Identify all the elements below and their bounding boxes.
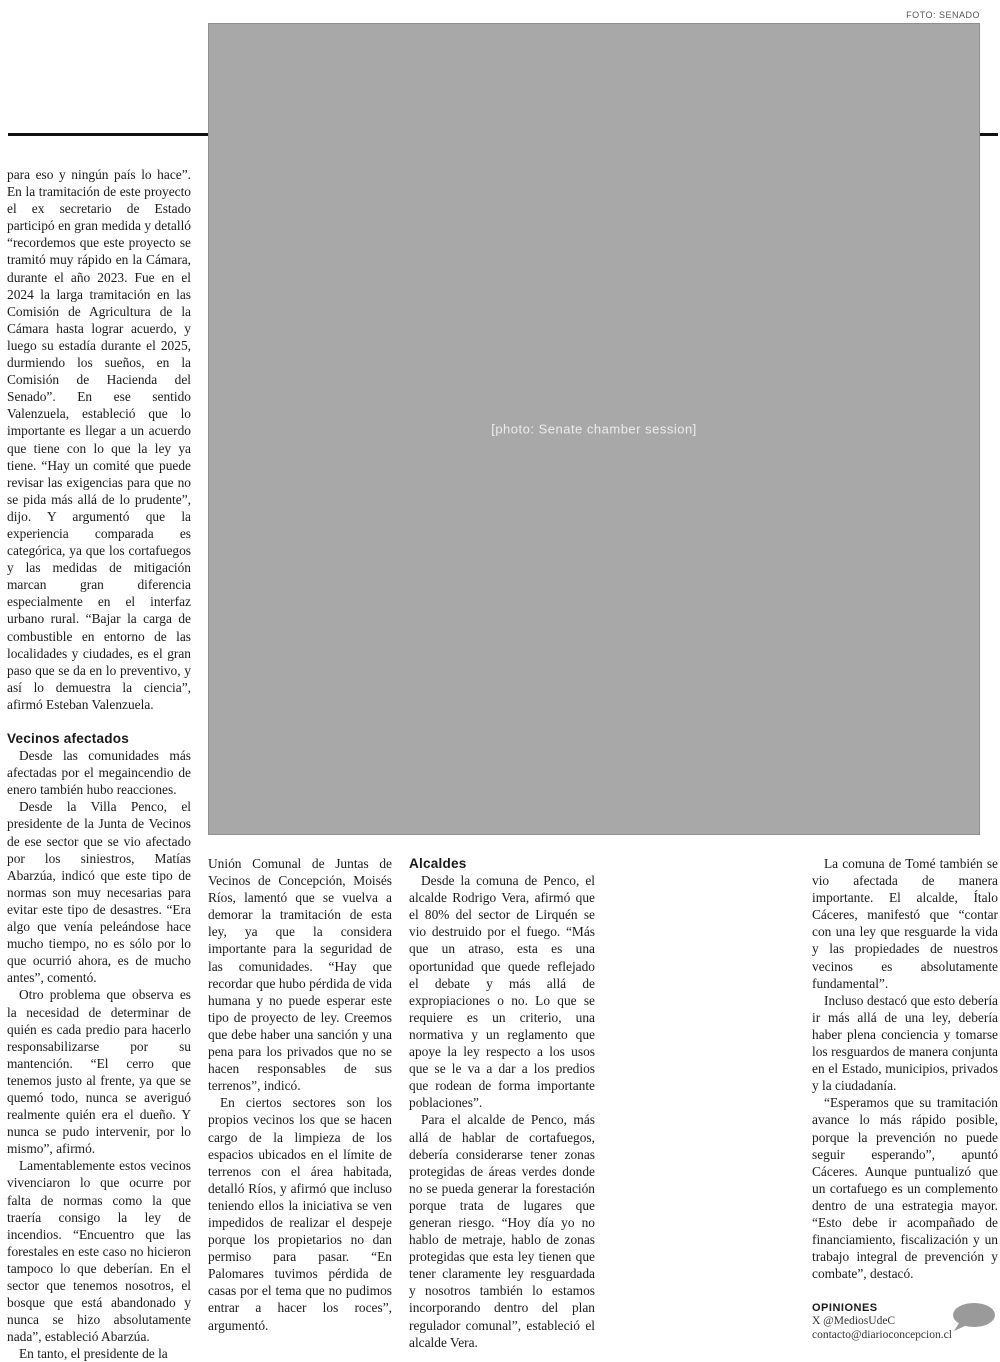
article-column-1 [7,166,191,1362]
article-column-3 [409,855,595,1351]
speech-bubble-icon [950,1302,996,1332]
paragraph: En ciertos sectores son los propios vecinos los que se hacen cargo de la limpieza de los espacios ubicados en el límite de terrenos con el área habitada, detalló Ríos, y afirmó que incluso teniendo ellos la iniciativa se ven impedidos de realizar el despeje porque los propietarios no dan permiso para pasar. “En Palomares tuvimos pérdida de casas por el tema que no pudimos entrar a hacer los roces”, argumentó. [208,1095,392,1333]
paragraph: Lamentablemente estos vecinos vivenciaron lo que ocurre por falta de normas como la que traería consigo la ley de incendios. “Encuentro que las forestales en este caso no hicieron tampoco lo que deberían. En el sector que tenemos nosotros, el bosque que está abandonado y nunca se hizo absolutamente nada”, estableció Abarzúa. [7,1158,191,1345]
paragraph: Desde la Villa Penco, el presidente de la Junta de Vecinos de ese sector que se vio afectado por los siniestros, Matías Abarzúa, indicó que este tipo de normas son muy necesarias para evitar este tipo de desastres. “Era algo que venía peleándose hace mucho tiempo, no es sólo por lo que ocurrió ahora, es de mucho antes”, comentó. [7,799,191,986]
paragraph: En tanto, el presidente de la [19,1346,168,1362]
article-column-2 [208,855,392,1334]
paragraph: Desde las comunidades más afectadas por el megaincendio de enero también hubo reacciones. [7,748,191,798]
article-column-4 [812,855,998,1282]
subheading-alcaldes: Alcaldes [409,856,467,871]
paragraph: La comuna de Tomé también se vio afectada de manera importante. El alcalde, Ítalo Cáceres, manifestó que “contar con una ley que resguarde la vida y las propiedades de nuestros vecinos es absolutamente fundamental”. [812,856,998,991]
footer-email[interactable]: contacto@diarioconcepcion.cl [812,1329,952,1341]
footer-title: OPINIONES [812,1302,878,1314]
photo-placeholder-label: [photo: Senate chamber session] [491,421,697,437]
footer-social[interactable]: X @MediosUdeC [812,1315,896,1327]
paragraph: Otro problema que observa es la necesidad de determinar de quién es cada predio para hacerlo responsabilizarse por su mantención. “El cerro que tenemos justo al frente, ya que se quemó todo, nunca se averiguó realmente quién era el dueño. Y nunca se pudo intervenir, por lo mismo”, afirmó. [7,987,191,1157]
paragraph: Para el alcalde de Penco, más allá de hablar de cortafuegos, debería considerarse tener zonas protegidas de áreas verdes donde no se pueda generar la forestación porque trata de lugares que generan riesgo. “Hoy día yo no hablo de metraje, hablo de zonas protegidas que esta ley tienen que tener claramente ley resguardada y nosotros también lo estamos incorporando dentro del plan regulador comunal”, estableció el alcalde Vera. [409,1112,595,1350]
photo-credit: FOTO: SENADO [906,10,980,20]
paragraph: Desde la comuna de Penco, el alcalde Rodrigo Vera, afirmó que el 80% del sector de Lirquén se vio destruido por el fuego. “Más que un atraso, esta es una oportunidad que quede reflejado el debate y más allá de expropiaciones o no. Lo que se requiere es un criterio, una normativa y un reglamento que apoye la ley respecto a los usos que se le va a dar a los predios que rodean de forma importante poblaciones”. [409,873,595,1111]
paragraph: Unión Comunal de Juntas de Vecinos de Concepción, Moisés Ríos, lamentó que se vuelva a demorar la tramitación de esta ley, ya que la considera importante para la seguridad de las comunidades. “Hay que recordar que hubo pérdida de vida humana y no puede esperar este tipo de proyecto de ley. Creemos que debe haber una sanción y una pena para los privados que no se hacen responsables de sus terrenos”, indicó. [208,856,392,1094]
article-photo [208,23,980,835]
subheading-vecinos: Vecinos afectados [7,731,130,746]
paragraph: para eso y ningún país lo hace”. En la tramitación de este proyecto el ex secretario de Estado participó en gran medida y detalló “recordemos que este proyecto se tramitó muy rápido en la Cámara, durante el año 2023. Fue en el 2024 la larga tramitación en las Comisión de Agricultura de la Cámara hasta lograr acuerdo, y luego su estadía durante el 2025, durmiendo los sueños, en la Comisión de Hacienda del Senado”. En ese sentido Valenzuela, estableció que lo importante es llegar a un acuerdo que tiene con lo que la ley ya tiene. “Hay un comité que puede revisar las exigencias para que no se pida más allá de lo prudente”, dijo. Y argumentó que la experiencia comparada es categórica, ya que los cortafuegos y las medidas de mitigación marcan gran diferencia especialmente en el interfaz urbano rural. “Bajar la carga de combustible en entorno de las localidades y ciudades, es el gran paso que se da en lo preventivo, y así lo demuestra la ciencia”, afirmó Esteban Valenzuela. [7,167,191,712]
paragraph: Incluso destacó que esto debería ir más allá de una ley, debería haber plena conciencia y tomarse los resguardos de manera conjunta en el Estado, municipios, privados y la ciudadanía. [812,992,998,1094]
paragraph: “Esperamos que su tramitación avance lo más rápido posible, porque la prevención no puede seguir esperando”, apuntó Cáceres. Aunque puntualizó que un cortafuego es un complemento dentro de una estrategia mayor. “Esto debe ir acompañado de financiamiento, fiscalización y un trabajo integral de prevención y combate”, destacó. [812,1095,998,1282]
